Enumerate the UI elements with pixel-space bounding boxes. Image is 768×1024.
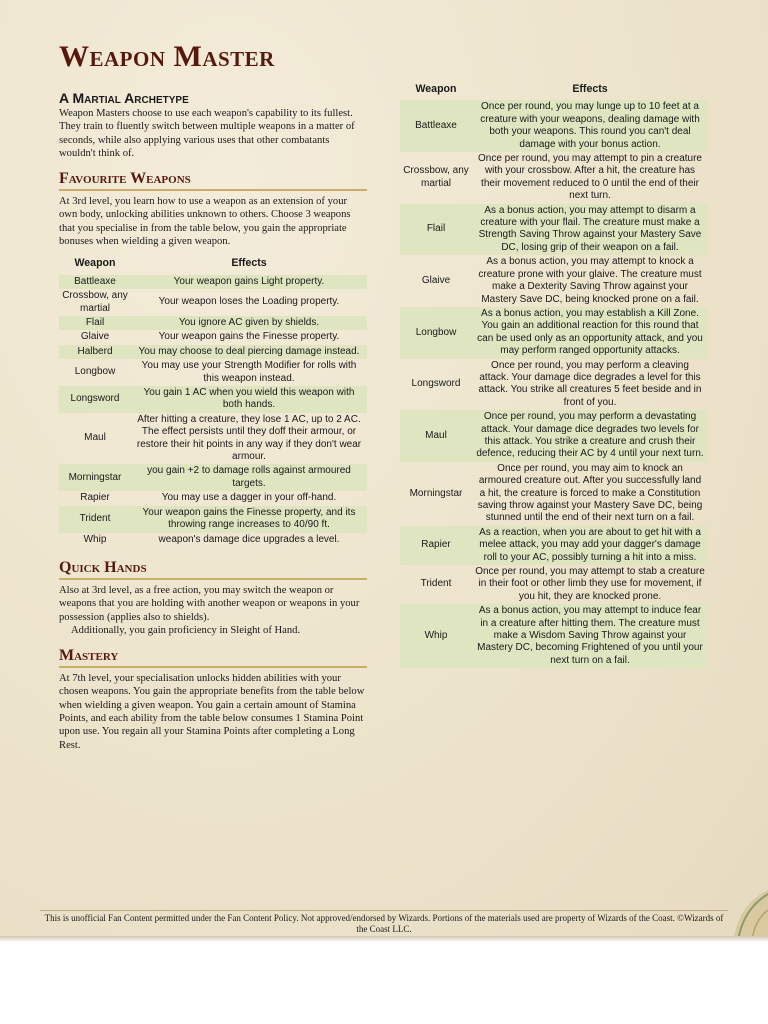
effect-cell: Once per round, you may perform a cleaving attack. Your damage dice degrades a level for this attack. You strike all creatures 5 feet beside and in front of you. <box>478 359 702 408</box>
weapon-cell: Maul <box>400 410 472 462</box>
effect-cell: Your weapon gains the Finesse property. <box>158 331 340 343</box>
table-row <box>400 526 708 565</box>
column-header-weapon: Weapon <box>415 83 457 95</box>
effect-cell: Once per round, you may perform a devastating attack. Your damage dice degrades two levels for this attack. You strike a creature and crush their defence, reducing their AC by 4 until your next turn. <box>472 410 708 462</box>
effect-cell: weapon's damage dice upgrades a level. <box>158 533 340 545</box>
subtitle: A Martial Archetype <box>59 90 189 106</box>
weapon-cell: Longbow <box>400 307 472 359</box>
table-row <box>400 359 708 411</box>
column-header-effects: Effects <box>231 257 267 270</box>
mastery-text: At 7th level, your specialisation unlocks hidden abilities with your chosen weapons. You gain the appropriate benefits from the table below when wielding a given weapon. You gain a certain amount of Stamina Points, and each ability from the table below consumes 1 Stamina Point upon use. You regain all your Stamina Points after completing a Long Rest. <box>59 673 365 751</box>
table-row <box>59 316 367 330</box>
effect-cell: Your weapon loses the Loading property. <box>158 296 340 308</box>
weapon-cell: Battleaxe <box>400 100 472 152</box>
mastery-table <box>400 80 708 668</box>
table-row <box>400 565 708 604</box>
effect-cell: As a bonus action, you may attempt to induce fear in a creature after hitting them. The creature must make a Wisdom Saving Throw against your Mastery DC, becoming Frightened of you until your next turn on a fail. <box>472 604 708 668</box>
footer-disclaimer: This is unofficial Fan Content permitted under the Fan Content Policy. Not approved/endorsed by Wizards. Portions of the materials used are property of Wizards of the Coast. ©Wizards of the Coast LLC. <box>40 910 728 935</box>
effect-cell: you gain +2 to damage rolls against armoured targets. <box>131 464 367 491</box>
left-column <box>59 40 367 752</box>
effect-cell: As a reaction, when you are about to get hit with a melee attack, you may add your dagger's damage roll to your AC, possibly turning a hit into a miss. <box>472 526 708 565</box>
effect-cell: You may use your Strength Modifier for rolls with this weapon instead. <box>141 360 357 384</box>
weapon-cell: Crossbow, any martial <box>403 165 469 189</box>
weapon-cell: Morningstar <box>59 464 131 491</box>
weapon-cell: Crossbow, any martial <box>62 290 128 314</box>
table-row <box>59 330 367 344</box>
weapon-cell: Battleaxe <box>59 275 131 289</box>
table-row <box>59 345 367 359</box>
weapon-cell: Whip <box>83 533 107 545</box>
effect-cell: You may use a dagger in your off-hand. <box>161 492 337 504</box>
favourite-weapons-table <box>59 254 367 547</box>
table-row <box>59 533 367 547</box>
weapon-cell: Morningstar <box>409 487 463 499</box>
quick-hands-heading: Quick Hands <box>59 559 367 580</box>
table-row <box>400 152 708 204</box>
weapon-cell: Trident <box>59 506 131 533</box>
intro-paragraph: Weapon Masters choose to use each weapon's capability to its fullest. They train to fluently switch between multiple weapons in a matter of seconds, while also applying various uses that other combatants wouldn't think of. <box>59 108 355 159</box>
weapon-cell: Halberd <box>59 345 131 359</box>
weapon-cell: Glaive <box>421 274 451 286</box>
favourite-weapons-heading: Favourite Weapons <box>59 170 367 191</box>
table-row <box>59 289 367 316</box>
effect-cell: You gain 1 AC when you wield this weapon with both hands. <box>131 386 367 413</box>
table-row <box>59 413 367 465</box>
effect-cell: After hitting a creature, they lose 1 AC, up to 2 AC. The effect persists until they doff their armour, or restore their hit points in any way if they don't wear armour. <box>136 413 362 463</box>
right-column <box>400 80 708 668</box>
table-row <box>400 204 708 256</box>
effect-cell: You ignore AC given by shields. <box>131 316 367 330</box>
weapon-cell: Maul <box>84 432 106 444</box>
page-edge-shadow <box>0 936 768 942</box>
table-row <box>59 491 367 505</box>
table-row <box>59 275 367 289</box>
table-row <box>59 386 367 413</box>
page-title: Weapon Master <box>59 40 275 73</box>
table-row <box>400 604 708 668</box>
effect-cell: Your weapon gains Light property. <box>131 275 367 289</box>
mastery-heading: Mastery <box>59 647 367 668</box>
weapon-cell: Trident <box>420 578 452 590</box>
table-row <box>400 307 708 359</box>
effect-cell: Once per round, you may aim to knock an armoured creature out. After you successfully land a hit, the creature is forced to make a Constitution saving throw against your Mastery Save DC, being stunned until the end of their next turn on a fail. <box>477 462 703 524</box>
effect-cell: As a bonus action, you may attempt to knock a creature prone with your glaive. The creature must make a Dexterity Saving Throw against your Mastery Save DC, being knocked prone on a fail. <box>478 256 702 305</box>
effect-cell: You may choose to deal piercing damage instead. <box>131 345 367 359</box>
table-row <box>400 255 708 307</box>
weapon-cell: Flail <box>59 316 131 330</box>
weapon-cell: Longsword <box>59 386 131 413</box>
weapon-cell: Rapier <box>400 526 472 565</box>
table-row <box>59 359 367 386</box>
column-header-effects: Effects <box>572 83 608 95</box>
table-row <box>59 506 367 533</box>
effect-cell: Your weapon gains the Finesse property, and its throwing range increases to 40/90 ft. <box>131 506 367 533</box>
table-row <box>400 100 708 152</box>
table-row <box>400 462 708 526</box>
weapon-cell: Whip <box>400 604 472 668</box>
favourite-weapons-text: At 3rd level, you learn how to use a weapon as an extension of your own body, unlocking abilities unknown to others. Choose 3 weapons that you specialise in from the table below, you gain the appropriate bonuses when wielding a given weapon. <box>59 196 351 248</box>
weapon-cell: Glaive <box>80 331 110 343</box>
quick-hands-text: Also at 3rd level, as a free action, you may switch the weapon or weapons that you are holding with another weapon or weapons in your possession (applies also to shields). <box>59 584 360 623</box>
table-row <box>59 464 367 491</box>
column-header-weapon: Weapon <box>74 257 116 270</box>
effect-cell: Once per round, you may lunge up to 10 feet at a creature with your weapons, dealing damage with both your weapons. This round you can't deal damage with your bonus action. <box>472 100 708 152</box>
quick-hands-text-2: Additionally, you gain proficiency in Sleight of Hand. <box>71 624 301 636</box>
effect-cell: Once per round, you may attempt to stab a creature in their foot or other limb they use for movement, if you hit, they are knocked prone. <box>475 566 705 602</box>
effect-cell: As a bonus action, you may establish a Kill Zone. You gain an additional reaction for this round that can be used only as an opportunity attack, and you may perform ranged opportunity attacks. <box>472 307 708 359</box>
effect-cell: Once per round, you may attempt to pin a creature with your crossbow. After a hit, the creature has their movement reduced to 0 until the end of their next turn. <box>477 153 702 202</box>
effect-cell: As a bonus action, you may attempt to disarm a creature with your flail. The creature must make a Strength Saving Throw against your Mastery Save DC, losing grip of their weapon on a fail. <box>472 204 708 256</box>
weapon-cell: Longsword <box>411 378 461 390</box>
weapon-cell: Flail <box>400 204 472 256</box>
weapon-cell: Longbow <box>74 366 116 378</box>
weapon-cell: Rapier <box>80 492 110 504</box>
table-row <box>400 410 708 462</box>
